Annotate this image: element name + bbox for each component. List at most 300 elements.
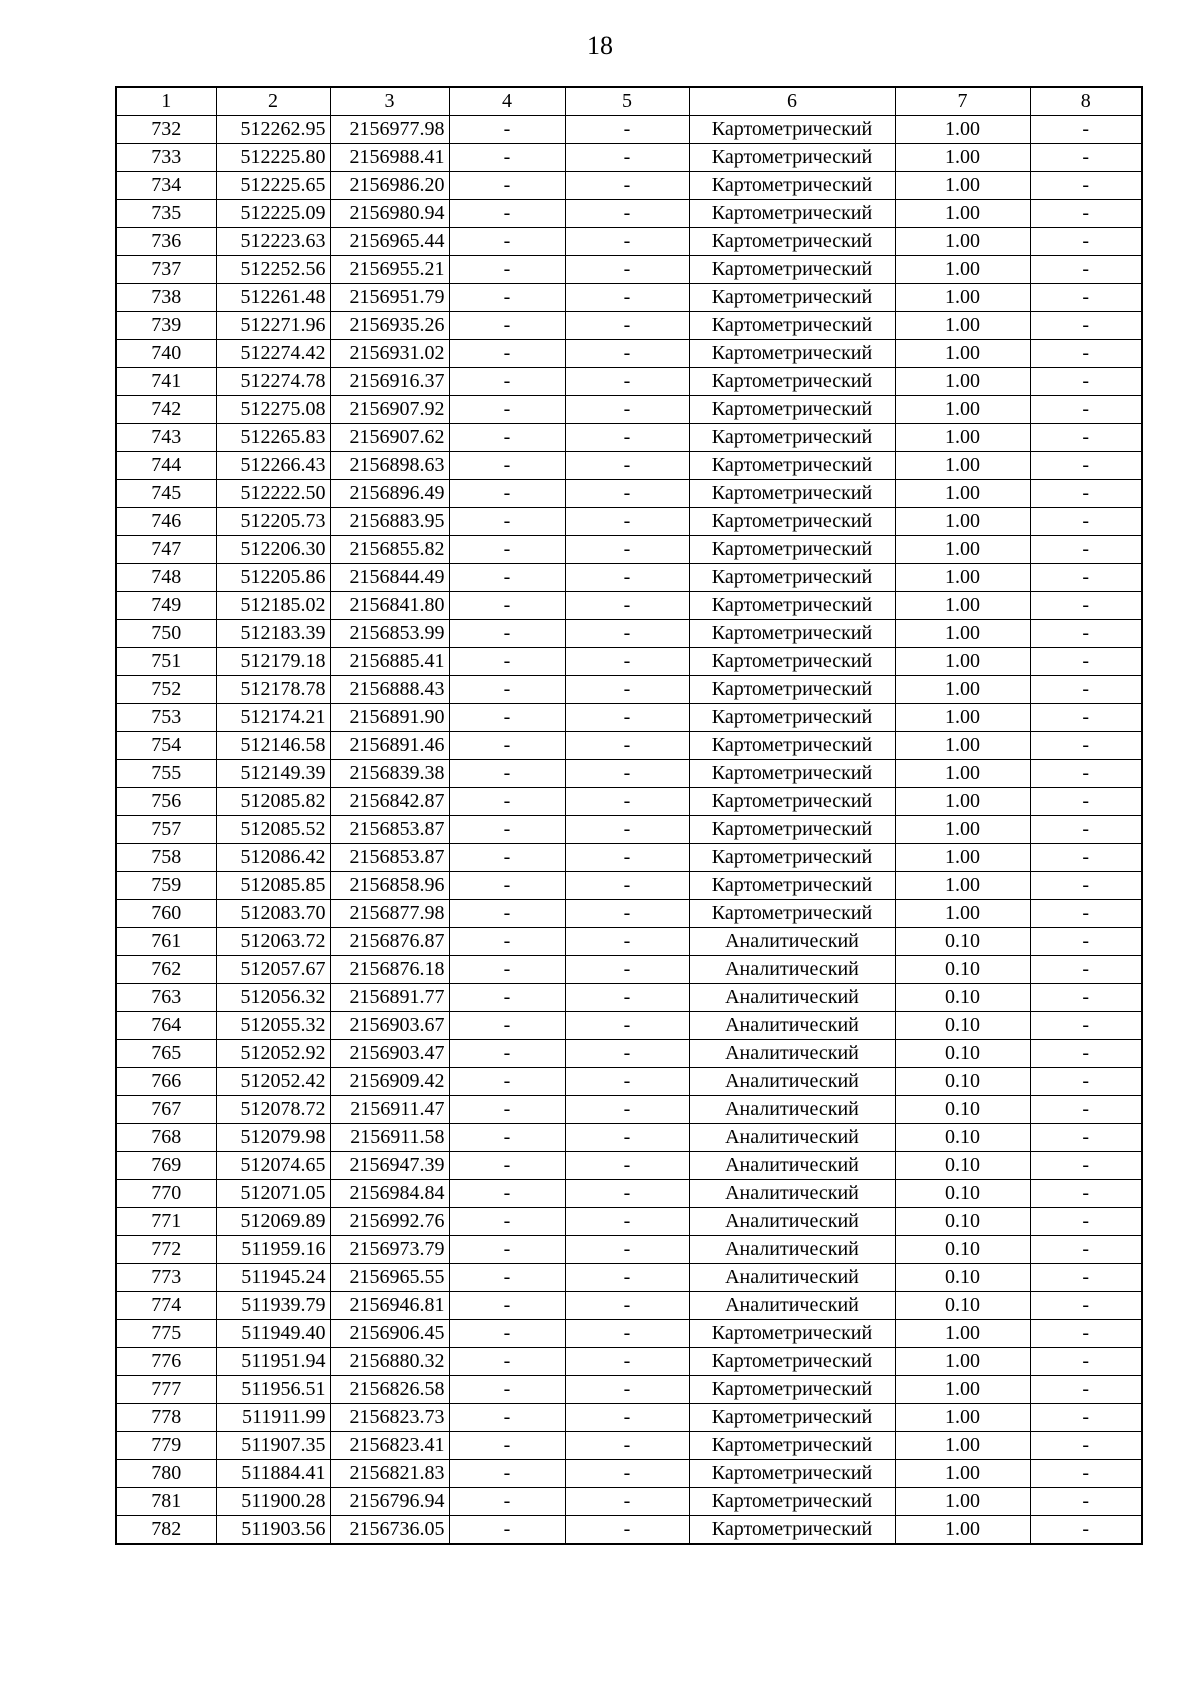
point-number-cell: 776 — [116, 1348, 216, 1376]
column-5-cell: - — [565, 1180, 689, 1208]
y-coordinate-cell: 2156888.43 — [330, 676, 449, 704]
column-4-cell: - — [449, 340, 565, 368]
table-row — [116, 200, 1142, 228]
point-number-cell: 737 — [116, 256, 216, 284]
table-row — [116, 1152, 1142, 1180]
table-row — [116, 1516, 1142, 1545]
accuracy-cell: 1.00 — [895, 1460, 1030, 1488]
y-coordinate-cell: 2156891.77 — [330, 984, 449, 1012]
table-row — [116, 228, 1142, 256]
column-5-cell: - — [565, 1488, 689, 1516]
column-4-cell: - — [449, 312, 565, 340]
column-8-cell: - — [1030, 1488, 1142, 1516]
column-5-cell: - — [565, 1320, 689, 1348]
y-coordinate-cell: 2156877.98 — [330, 900, 449, 928]
column-5-cell: - — [565, 1152, 689, 1180]
column-4-cell: - — [449, 928, 565, 956]
column-5-cell: - — [565, 1124, 689, 1152]
y-coordinate-cell: 2156853.99 — [330, 620, 449, 648]
x-coordinate-cell: 511949.40 — [216, 1320, 330, 1348]
table-row — [116, 1180, 1142, 1208]
column-4-cell: - — [449, 1460, 565, 1488]
x-coordinate-cell: 512205.86 — [216, 564, 330, 592]
point-number-cell: 742 — [116, 396, 216, 424]
accuracy-cell: 1.00 — [895, 732, 1030, 760]
method-cell: Картометрический — [689, 1516, 895, 1545]
x-coordinate-cell: 512149.39 — [216, 760, 330, 788]
point-number-cell: 768 — [116, 1124, 216, 1152]
method-cell: Аналитический — [689, 984, 895, 1012]
accuracy-cell: 1.00 — [895, 1348, 1030, 1376]
column-5-cell: - — [565, 396, 689, 424]
column-5-cell: - — [565, 844, 689, 872]
column-8-cell: - — [1030, 1040, 1142, 1068]
column-5-cell: - — [565, 592, 689, 620]
column-4-cell: - — [449, 172, 565, 200]
x-coordinate-cell: 512057.67 — [216, 956, 330, 984]
y-coordinate-cell: 2156883.95 — [330, 508, 449, 536]
column-5-cell: - — [565, 228, 689, 256]
method-cell: Аналитический — [689, 1012, 895, 1040]
column-4-cell: - — [449, 872, 565, 900]
page-number: 18 — [587, 31, 613, 60]
accuracy-cell: 1.00 — [895, 760, 1030, 788]
column-5-cell: - — [565, 116, 689, 144]
accuracy-cell: 1.00 — [895, 1376, 1030, 1404]
point-number-cell: 781 — [116, 1488, 216, 1516]
accuracy-cell: 1.00 — [895, 508, 1030, 536]
column-8-cell: - — [1030, 844, 1142, 872]
point-number-cell: 758 — [116, 844, 216, 872]
point-number-cell: 774 — [116, 1292, 216, 1320]
accuracy-cell: 0.10 — [895, 1180, 1030, 1208]
point-number-cell: 738 — [116, 284, 216, 312]
x-coordinate-cell: 512178.78 — [216, 676, 330, 704]
point-number-cell: 735 — [116, 200, 216, 228]
y-coordinate-cell: 2156903.47 — [330, 1040, 449, 1068]
column-8-cell: - — [1030, 172, 1142, 200]
method-cell: Картометрический — [689, 592, 895, 620]
table-row — [116, 508, 1142, 536]
y-coordinate-cell: 2156946.81 — [330, 1292, 449, 1320]
column-5-cell: - — [565, 1348, 689, 1376]
column-5-cell: - — [565, 1208, 689, 1236]
point-number-cell: 755 — [116, 760, 216, 788]
point-number-cell: 769 — [116, 1152, 216, 1180]
table-row — [116, 284, 1142, 312]
accuracy-cell: 1.00 — [895, 536, 1030, 564]
point-number-cell: 775 — [116, 1320, 216, 1348]
column-8-cell: - — [1030, 1320, 1142, 1348]
x-coordinate-cell: 512069.89 — [216, 1208, 330, 1236]
column-5-cell: - — [565, 1236, 689, 1264]
table-row — [116, 732, 1142, 760]
column-8-cell: - — [1030, 1376, 1142, 1404]
header-cell-7: 7 — [895, 87, 1030, 116]
method-cell: Картометрический — [689, 620, 895, 648]
coordinates-table — [115, 86, 1143, 1545]
header-cell-1: 1 — [116, 87, 216, 116]
column-4-cell: - — [449, 536, 565, 564]
accuracy-cell: 1.00 — [895, 592, 1030, 620]
column-4-cell: - — [449, 844, 565, 872]
column-4-cell: - — [449, 200, 565, 228]
x-coordinate-cell: 512223.63 — [216, 228, 330, 256]
x-coordinate-cell: 512206.30 — [216, 536, 330, 564]
accuracy-cell: 1.00 — [895, 788, 1030, 816]
column-8-cell: - — [1030, 984, 1142, 1012]
method-cell: Аналитический — [689, 956, 895, 984]
accuracy-cell: 0.10 — [895, 928, 1030, 956]
accuracy-cell: 1.00 — [895, 396, 1030, 424]
method-cell: Картометрический — [689, 340, 895, 368]
x-coordinate-cell: 511959.16 — [216, 1236, 330, 1264]
y-coordinate-cell: 2156992.76 — [330, 1208, 449, 1236]
y-coordinate-cell: 2156984.84 — [330, 1180, 449, 1208]
column-8-cell: - — [1030, 788, 1142, 816]
x-coordinate-cell: 512085.52 — [216, 816, 330, 844]
column-8-cell: - — [1030, 340, 1142, 368]
table-row — [116, 452, 1142, 480]
table-row — [116, 676, 1142, 704]
point-number-cell: 740 — [116, 340, 216, 368]
y-coordinate-cell: 2156853.87 — [330, 816, 449, 844]
column-4-cell: - — [449, 1488, 565, 1516]
method-cell: Аналитический — [689, 1096, 895, 1124]
column-8-cell: - — [1030, 396, 1142, 424]
column-5-cell: - — [565, 452, 689, 480]
table-row — [116, 956, 1142, 984]
accuracy-cell: 1.00 — [895, 116, 1030, 144]
column-5-cell: - — [565, 648, 689, 676]
table-row — [116, 1432, 1142, 1460]
table-row — [116, 116, 1142, 144]
point-number-cell: 777 — [116, 1376, 216, 1404]
method-cell: Аналитический — [689, 1292, 895, 1320]
method-cell: Картометрический — [689, 396, 895, 424]
column-4-cell: - — [449, 284, 565, 312]
header-cell-2: 2 — [216, 87, 330, 116]
method-cell: Картометрический — [689, 200, 895, 228]
y-coordinate-cell: 2156911.47 — [330, 1096, 449, 1124]
accuracy-cell: 1.00 — [895, 228, 1030, 256]
method-cell: Аналитический — [689, 1264, 895, 1292]
y-coordinate-cell: 2156980.94 — [330, 200, 449, 228]
accuracy-cell: 1.00 — [895, 368, 1030, 396]
column-8-cell: - — [1030, 760, 1142, 788]
column-4-cell: - — [449, 452, 565, 480]
table-row — [116, 1264, 1142, 1292]
accuracy-cell: 1.00 — [895, 1320, 1030, 1348]
accuracy-cell: 0.10 — [895, 1068, 1030, 1096]
header-cell-8: 8 — [1030, 87, 1142, 116]
y-coordinate-cell: 2156965.55 — [330, 1264, 449, 1292]
method-cell: Аналитический — [689, 1068, 895, 1096]
point-number-cell: 732 — [116, 116, 216, 144]
x-coordinate-cell: 511945.24 — [216, 1264, 330, 1292]
point-number-cell: 771 — [116, 1208, 216, 1236]
point-number-cell: 767 — [116, 1096, 216, 1124]
point-number-cell: 743 — [116, 424, 216, 452]
x-coordinate-cell: 512071.05 — [216, 1180, 330, 1208]
column-8-cell: - — [1030, 284, 1142, 312]
table-row — [116, 816, 1142, 844]
accuracy-cell: 1.00 — [895, 872, 1030, 900]
column-4-cell: - — [449, 564, 565, 592]
column-5-cell: - — [565, 1432, 689, 1460]
point-number-cell: 741 — [116, 368, 216, 396]
column-5-cell: - — [565, 956, 689, 984]
y-coordinate-cell: 2156911.58 — [330, 1124, 449, 1152]
y-coordinate-cell: 2156986.20 — [330, 172, 449, 200]
x-coordinate-cell: 512085.85 — [216, 872, 330, 900]
accuracy-cell: 0.10 — [895, 1236, 1030, 1264]
column-4-cell: - — [449, 620, 565, 648]
y-coordinate-cell: 2156951.79 — [330, 284, 449, 312]
column-5-cell: - — [565, 480, 689, 508]
accuracy-cell: 1.00 — [895, 900, 1030, 928]
method-cell: Аналитический — [689, 1236, 895, 1264]
table-row — [116, 368, 1142, 396]
column-8-cell: - — [1030, 704, 1142, 732]
column-4-cell: - — [449, 396, 565, 424]
accuracy-cell: 1.00 — [895, 648, 1030, 676]
method-cell: Картометрический — [689, 172, 895, 200]
method-cell: Картометрический — [689, 648, 895, 676]
column-5-cell: - — [565, 368, 689, 396]
point-number-cell: 736 — [116, 228, 216, 256]
method-cell: Картометрический — [689, 256, 895, 284]
column-4-cell: - — [449, 144, 565, 172]
column-4-cell: - — [449, 256, 565, 284]
method-cell: Картометрический — [689, 564, 895, 592]
y-coordinate-cell: 2156903.67 — [330, 1012, 449, 1040]
column-5-cell: - — [565, 536, 689, 564]
point-number-cell: 766 — [116, 1068, 216, 1096]
column-8-cell: - — [1030, 648, 1142, 676]
x-coordinate-cell: 512063.72 — [216, 928, 330, 956]
column-5-cell: - — [565, 1516, 689, 1545]
accuracy-cell: 1.00 — [895, 172, 1030, 200]
y-coordinate-cell: 2156907.92 — [330, 396, 449, 424]
x-coordinate-cell: 512225.80 — [216, 144, 330, 172]
y-coordinate-cell: 2156736.05 — [330, 1516, 449, 1545]
method-cell: Картометрический — [689, 1376, 895, 1404]
method-cell: Картометрический — [689, 844, 895, 872]
column-4-cell: - — [449, 1516, 565, 1545]
column-4-cell: - — [449, 1180, 565, 1208]
y-coordinate-cell: 2156876.87 — [330, 928, 449, 956]
column-4-cell: - — [449, 1124, 565, 1152]
column-8-cell: - — [1030, 1096, 1142, 1124]
y-coordinate-cell: 2156973.79 — [330, 1236, 449, 1264]
column-4-cell: - — [449, 1432, 565, 1460]
column-4-cell: - — [449, 1404, 565, 1432]
y-coordinate-cell: 2156977.98 — [330, 116, 449, 144]
x-coordinate-cell: 512179.18 — [216, 648, 330, 676]
accuracy-cell: 1.00 — [895, 844, 1030, 872]
table-row — [116, 1404, 1142, 1432]
x-coordinate-cell: 512222.50 — [216, 480, 330, 508]
accuracy-cell: 0.10 — [895, 1292, 1030, 1320]
x-coordinate-cell: 512074.65 — [216, 1152, 330, 1180]
point-number-cell: 764 — [116, 1012, 216, 1040]
column-8-cell: - — [1030, 816, 1142, 844]
table-row — [116, 648, 1142, 676]
table-row — [116, 1236, 1142, 1264]
x-coordinate-cell: 512056.32 — [216, 984, 330, 1012]
column-5-cell: - — [565, 788, 689, 816]
method-cell: Картометрический — [689, 676, 895, 704]
method-cell: Аналитический — [689, 1124, 895, 1152]
table-row — [116, 312, 1142, 340]
method-cell: Картометрический — [689, 1488, 895, 1516]
column-4-cell: - — [449, 1264, 565, 1292]
x-coordinate-cell: 512225.65 — [216, 172, 330, 200]
column-4-cell: - — [449, 732, 565, 760]
method-cell: Картометрический — [689, 816, 895, 844]
method-cell: Картометрический — [689, 900, 895, 928]
point-number-cell: 753 — [116, 704, 216, 732]
column-8-cell: - — [1030, 1068, 1142, 1096]
header-cell-4: 4 — [449, 87, 565, 116]
column-8-cell: - — [1030, 928, 1142, 956]
y-coordinate-cell: 2156841.80 — [330, 592, 449, 620]
y-coordinate-cell: 2156823.41 — [330, 1432, 449, 1460]
accuracy-cell: 1.00 — [895, 1516, 1030, 1545]
method-cell: Картометрический — [689, 116, 895, 144]
column-8-cell: - — [1030, 564, 1142, 592]
method-cell: Картометрический — [689, 1320, 895, 1348]
table-row — [116, 760, 1142, 788]
table-row — [116, 1348, 1142, 1376]
method-cell: Картометрический — [689, 480, 895, 508]
y-coordinate-cell: 2156826.58 — [330, 1376, 449, 1404]
y-coordinate-cell: 2156931.02 — [330, 340, 449, 368]
y-coordinate-cell: 2156823.73 — [330, 1404, 449, 1432]
column-5-cell: - — [565, 1040, 689, 1068]
y-coordinate-cell: 2156855.82 — [330, 536, 449, 564]
y-coordinate-cell: 2156842.87 — [330, 788, 449, 816]
column-8-cell: - — [1030, 1460, 1142, 1488]
column-4-cell: - — [449, 1292, 565, 1320]
table-row — [116, 1012, 1142, 1040]
table-row — [116, 144, 1142, 172]
point-number-cell: 772 — [116, 1236, 216, 1264]
x-coordinate-cell: 512183.39 — [216, 620, 330, 648]
method-cell: Картометрический — [689, 732, 895, 760]
column-8-cell: - — [1030, 956, 1142, 984]
column-4-cell: - — [449, 900, 565, 928]
point-number-cell: 780 — [116, 1460, 216, 1488]
column-4-cell: - — [449, 228, 565, 256]
accuracy-cell: 0.10 — [895, 1124, 1030, 1152]
y-coordinate-cell: 2156947.39 — [330, 1152, 449, 1180]
x-coordinate-cell: 512085.82 — [216, 788, 330, 816]
column-5-cell: - — [565, 732, 689, 760]
column-5-cell: - — [565, 1292, 689, 1320]
column-8-cell: - — [1030, 900, 1142, 928]
column-5-cell: - — [565, 1068, 689, 1096]
column-8-cell: - — [1030, 732, 1142, 760]
point-number-cell: 749 — [116, 592, 216, 620]
x-coordinate-cell: 512052.42 — [216, 1068, 330, 1096]
column-8-cell: - — [1030, 144, 1142, 172]
accuracy-cell: 1.00 — [895, 1488, 1030, 1516]
column-8-cell: - — [1030, 1236, 1142, 1264]
column-4-cell: - — [449, 592, 565, 620]
column-8-cell: - — [1030, 592, 1142, 620]
x-coordinate-cell: 512274.78 — [216, 368, 330, 396]
method-cell: Картометрический — [689, 284, 895, 312]
column-8-cell: - — [1030, 424, 1142, 452]
column-4-cell: - — [449, 676, 565, 704]
table-row — [116, 424, 1142, 452]
table-row — [116, 564, 1142, 592]
x-coordinate-cell: 511951.94 — [216, 1348, 330, 1376]
accuracy-cell: 0.10 — [895, 1096, 1030, 1124]
point-number-cell: 779 — [116, 1432, 216, 1460]
y-coordinate-cell: 2156858.96 — [330, 872, 449, 900]
column-5-cell: - — [565, 676, 689, 704]
y-coordinate-cell: 2156885.41 — [330, 648, 449, 676]
method-cell: Картометрический — [689, 872, 895, 900]
y-coordinate-cell: 2156988.41 — [330, 144, 449, 172]
point-number-cell: 761 — [116, 928, 216, 956]
method-cell: Картометрический — [689, 536, 895, 564]
y-coordinate-cell: 2156935.26 — [330, 312, 449, 340]
column-5-cell: - — [565, 312, 689, 340]
x-coordinate-cell: 511939.79 — [216, 1292, 330, 1320]
point-number-cell: 747 — [116, 536, 216, 564]
column-8-cell: - — [1030, 1516, 1142, 1545]
y-coordinate-cell: 2156896.49 — [330, 480, 449, 508]
point-number-cell: 763 — [116, 984, 216, 1012]
header-cell-3: 3 — [330, 87, 449, 116]
y-coordinate-cell: 2156891.46 — [330, 732, 449, 760]
column-8-cell: - — [1030, 200, 1142, 228]
x-coordinate-cell: 511900.28 — [216, 1488, 330, 1516]
column-5-cell: - — [565, 1404, 689, 1432]
column-4-cell: - — [449, 1096, 565, 1124]
x-coordinate-cell: 512205.73 — [216, 508, 330, 536]
column-4-cell: - — [449, 368, 565, 396]
accuracy-cell: 0.10 — [895, 1208, 1030, 1236]
column-4-cell: - — [449, 648, 565, 676]
x-coordinate-cell: 512266.43 — [216, 452, 330, 480]
column-8-cell: - — [1030, 480, 1142, 508]
column-4-cell: - — [449, 788, 565, 816]
accuracy-cell: 1.00 — [895, 1404, 1030, 1432]
y-coordinate-cell: 2156839.38 — [330, 760, 449, 788]
column-4-cell: - — [449, 760, 565, 788]
point-number-cell: 782 — [116, 1516, 216, 1545]
y-coordinate-cell: 2156876.18 — [330, 956, 449, 984]
accuracy-cell: 0.10 — [895, 984, 1030, 1012]
table-row — [116, 1040, 1142, 1068]
accuracy-cell: 0.10 — [895, 1152, 1030, 1180]
column-5-cell: - — [565, 1376, 689, 1404]
y-coordinate-cell: 2156821.83 — [330, 1460, 449, 1488]
table-row — [116, 592, 1142, 620]
y-coordinate-cell: 2156853.87 — [330, 844, 449, 872]
header-row — [116, 87, 1142, 116]
point-number-cell: 765 — [116, 1040, 216, 1068]
y-coordinate-cell: 2156906.45 — [330, 1320, 449, 1348]
column-5-cell: - — [565, 620, 689, 648]
accuracy-cell: 1.00 — [895, 424, 1030, 452]
accuracy-cell: 1.00 — [895, 200, 1030, 228]
